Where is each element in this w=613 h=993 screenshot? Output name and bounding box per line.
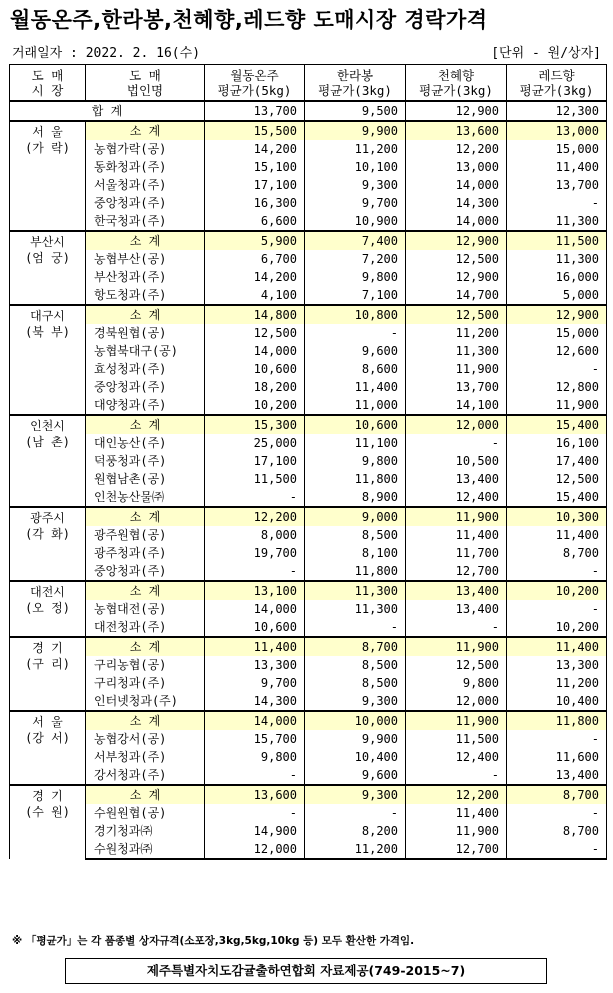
price-cell: 8,900: [305, 488, 406, 507]
price-cell: 14,200: [205, 268, 305, 286]
market-name: 경 기 (수 원): [10, 785, 86, 859]
price-cell: 11,900: [406, 637, 507, 656]
price-cell: 11,500: [406, 730, 507, 748]
corp-name: 중앙청과(주): [86, 562, 205, 581]
price-cell: 11,200: [305, 140, 406, 158]
price-cell: 9,300: [305, 785, 406, 804]
price-cell: 16,000: [507, 268, 607, 286]
corp-name: 한국청과(주): [86, 212, 205, 231]
total-value: 9,500: [305, 101, 406, 121]
market-name: 인천시 (남 촌): [10, 415, 86, 507]
price-cell: 8,000: [205, 526, 305, 544]
market-name: 광주시 (각 화): [10, 507, 86, 581]
corp-name: 대인농산(주): [86, 434, 205, 452]
corp-name: 농협가락(공): [86, 140, 205, 158]
price-cell: 12,600: [507, 342, 607, 360]
market-name: 서 울 (강 서): [10, 711, 86, 785]
price-cell: -: [305, 618, 406, 637]
price-cell: 14,100: [406, 396, 507, 415]
corp-name: 광주원협(공): [86, 526, 205, 544]
price-cell: 10,400: [305, 748, 406, 766]
price-cell: 14,900: [205, 822, 305, 840]
subtotal-label: 소 계: [86, 305, 205, 324]
price-cell: 14,200: [205, 140, 305, 158]
corp-name: 구리청과(주): [86, 674, 205, 692]
price-cell: 10,200: [205, 396, 305, 415]
header-winter-mandarin: 월동온주 평균가(5kg): [205, 65, 305, 102]
table-row: [10, 324, 607, 342]
price-cell: 15,400: [507, 415, 607, 434]
price-cell: 15,500: [205, 121, 305, 140]
price-cell: -: [205, 562, 305, 581]
price-cell: 12,800: [507, 378, 607, 396]
price-cell: 11,800: [507, 711, 607, 730]
price-cell: 14,000: [406, 212, 507, 231]
price-cell: -: [507, 562, 607, 581]
price-table: [9, 64, 607, 860]
corp-name: 덕풍청과(주): [86, 452, 205, 470]
header-market: 도 매 시 장: [10, 65, 86, 102]
price-cell: 6,700: [205, 250, 305, 268]
table-row: [10, 140, 607, 158]
subtotal-label: 소 계: [86, 121, 205, 140]
price-cell: 11,400: [507, 637, 607, 656]
price-cell: 12,000: [406, 415, 507, 434]
price-cell: 7,400: [305, 231, 406, 250]
price-cell: 9,700: [205, 674, 305, 692]
subtotal-label: 소 계: [86, 507, 205, 526]
price-cell: 13,700: [406, 378, 507, 396]
price-cell: 9,900: [305, 730, 406, 748]
price-cell: 10,300: [507, 507, 607, 526]
price-cell: 13,000: [507, 121, 607, 140]
footnote: ※ 「평균가」는 각 품종별 상자규격(소포장,3kg,5kg,10kg 등) 모두 환산한 가격임.: [12, 935, 415, 947]
price-cell: 10,600: [205, 618, 305, 637]
price-cell: 11,300: [507, 212, 607, 231]
table-row: [10, 674, 607, 692]
price-cell: 15,000: [507, 140, 607, 158]
corp-name: 광주청과(주): [86, 544, 205, 562]
price-cell: 11,200: [507, 674, 607, 692]
market-name: 서 울 (가 락): [10, 121, 86, 231]
price-cell: 12,000: [406, 692, 507, 711]
price-cell: 10,800: [305, 305, 406, 324]
unit-label: [단위 - 원/상자]: [491, 46, 601, 61]
table-row: [10, 342, 607, 360]
price-cell: 8,500: [305, 674, 406, 692]
price-cell: -: [406, 434, 507, 452]
price-cell: 11,400: [507, 526, 607, 544]
total-value: 12,900: [406, 101, 507, 121]
price-cell: 11,800: [305, 562, 406, 581]
price-cell: -: [305, 804, 406, 822]
subtotal-row: [10, 507, 607, 526]
price-cell: 16,300: [205, 194, 305, 212]
table-row: [10, 840, 607, 859]
price-cell: 13,400: [507, 766, 607, 785]
corp-name: 원협남촌(공): [86, 470, 205, 488]
price-cell: 11,900: [406, 360, 507, 378]
subtotal-row: [10, 121, 607, 140]
table-row: [10, 212, 607, 231]
price-cell: 13,400: [406, 600, 507, 618]
price-cell: 9,800: [205, 748, 305, 766]
price-cell: 9,800: [305, 268, 406, 286]
price-cell: 7,100: [305, 286, 406, 305]
table-row: [10, 396, 607, 415]
price-cell: 14,000: [406, 176, 507, 194]
price-cell: 17,400: [507, 452, 607, 470]
price-cell: 8,600: [305, 360, 406, 378]
market-name: 경 기 (구 리): [10, 637, 86, 711]
price-cell: 8,700: [507, 785, 607, 804]
price-cell: 10,900: [305, 212, 406, 231]
price-cell: 11,300: [305, 600, 406, 618]
price-cell: 14,800: [205, 305, 305, 324]
price-cell: 8,700: [507, 822, 607, 840]
table-row: [10, 526, 607, 544]
corp-name: 부산청과(주): [86, 268, 205, 286]
price-cell: 13,600: [406, 121, 507, 140]
price-cell: 10,000: [305, 711, 406, 730]
price-cell: 13,300: [507, 656, 607, 674]
price-cell: -: [205, 488, 305, 507]
price-cell: 9,300: [305, 692, 406, 711]
table-row: [10, 176, 607, 194]
price-cell: 14,700: [406, 286, 507, 305]
price-cell: 4,100: [205, 286, 305, 305]
corp-name: 수원청과㈜: [86, 840, 205, 859]
subtotal-label: 소 계: [86, 415, 205, 434]
price-cell: 12,700: [406, 562, 507, 581]
source-box: 제주특별자치도감귤출하연합회 자료제공(749-2015~7): [65, 958, 547, 984]
price-cell: -: [406, 618, 507, 637]
price-cell: 8,700: [305, 637, 406, 656]
price-cell: 11,700: [406, 544, 507, 562]
total-value: 12,300: [507, 101, 607, 121]
price-cell: 15,100: [205, 158, 305, 176]
corp-name: 경북원협(공): [86, 324, 205, 342]
price-cell: 9,800: [406, 674, 507, 692]
corp-name: 인터넷청과(주): [86, 692, 205, 711]
price-cell: 11,000: [305, 396, 406, 415]
price-cell: 11,400: [406, 526, 507, 544]
table-row: [10, 488, 607, 507]
price-cell: 11,900: [507, 396, 607, 415]
price-cell: 10,400: [507, 692, 607, 711]
price-cell: -: [205, 804, 305, 822]
header-row: [10, 65, 607, 102]
header-hallabong: 한라봉 평균가(3kg): [305, 65, 406, 102]
price-cell: 11,300: [305, 581, 406, 600]
price-cell: 7,200: [305, 250, 406, 268]
table-row: [10, 452, 607, 470]
price-cell: 9,900: [305, 121, 406, 140]
price-cell: 14,300: [205, 692, 305, 711]
price-cell: -: [507, 730, 607, 748]
header-redhyang: 레드향 평균가(3kg): [507, 65, 607, 102]
table-row: [10, 748, 607, 766]
price-cell: 11,400: [406, 804, 507, 822]
price-cell: 17,100: [205, 452, 305, 470]
table-row: [10, 470, 607, 488]
price-cell: 12,200: [406, 140, 507, 158]
price-cell: 10,500: [406, 452, 507, 470]
price-cell: 12,400: [406, 488, 507, 507]
price-cell: 10,600: [305, 415, 406, 434]
price-cell: 11,500: [507, 231, 607, 250]
price-cell: 12,200: [205, 507, 305, 526]
price-cell: 8,500: [305, 656, 406, 674]
price-cell: -: [305, 324, 406, 342]
price-cell: 8,700: [507, 544, 607, 562]
total-row: [10, 101, 607, 121]
price-cell: 12,900: [406, 231, 507, 250]
corp-name: 서부청과(주): [86, 748, 205, 766]
price-cell: 9,800: [305, 452, 406, 470]
subtotal-label: 소 계: [86, 581, 205, 600]
price-cell: 12,900: [406, 268, 507, 286]
price-cell: 11,400: [205, 637, 305, 656]
price-cell: 11,300: [507, 250, 607, 268]
subtotal-label: 소 계: [86, 785, 205, 804]
price-cell: 12,500: [507, 470, 607, 488]
table-row: [10, 730, 607, 748]
table-row: [10, 544, 607, 562]
corp-name: 농협북대구(공): [86, 342, 205, 360]
price-cell: -: [507, 840, 607, 859]
price-cell: 17,100: [205, 176, 305, 194]
price-cell: 11,100: [305, 434, 406, 452]
corp-name: 서울청과(주): [86, 176, 205, 194]
market-name: 대구시 (북 부): [10, 305, 86, 415]
price-cell: 9,600: [305, 342, 406, 360]
table-row: [10, 618, 607, 637]
price-cell: 11,300: [406, 342, 507, 360]
corp-name: 농협강서(공): [86, 730, 205, 748]
price-cell: 10,100: [305, 158, 406, 176]
price-cell: 11,900: [406, 507, 507, 526]
price-cell: 15,300: [205, 415, 305, 434]
table-row: [10, 434, 607, 452]
price-cell: -: [507, 600, 607, 618]
corp-name: 구리농협(공): [86, 656, 205, 674]
price-cell: -: [406, 766, 507, 785]
price-cell: -: [507, 194, 607, 212]
price-cell: 14,300: [406, 194, 507, 212]
table-row: [10, 286, 607, 305]
price-cell: 10,200: [507, 581, 607, 600]
price-cell: 16,100: [507, 434, 607, 452]
subtotal-label: 소 계: [86, 637, 205, 656]
price-cell: 11,900: [406, 711, 507, 730]
subtotal-label: 소 계: [86, 711, 205, 730]
market-name: 부산시 (엄 궁): [10, 231, 86, 305]
price-cell: 10,600: [205, 360, 305, 378]
price-cell: 13,400: [406, 581, 507, 600]
subtotal-row: [10, 711, 607, 730]
table-row: [10, 194, 607, 212]
price-cell: 8,200: [305, 822, 406, 840]
corp-name: 수원원협(공): [86, 804, 205, 822]
price-cell: 12,500: [406, 250, 507, 268]
price-cell: 12,000: [205, 840, 305, 859]
table-row: [10, 822, 607, 840]
price-cell: 14,000: [205, 342, 305, 360]
table-row: [10, 158, 607, 176]
price-cell: 13,700: [507, 176, 607, 194]
price-cell: 10,200: [507, 618, 607, 637]
subtotal-row: [10, 305, 607, 324]
price-cell: 11,400: [305, 378, 406, 396]
subtotal-row: [10, 637, 607, 656]
price-cell: 13,600: [205, 785, 305, 804]
price-cell: 25,000: [205, 434, 305, 452]
price-cell: 12,700: [406, 840, 507, 859]
price-cell: 11,400: [507, 158, 607, 176]
price-cell: 14,000: [205, 600, 305, 618]
price-cell: 9,000: [305, 507, 406, 526]
table-row: [10, 562, 607, 581]
price-cell: 19,700: [205, 544, 305, 562]
price-cell: 9,700: [305, 194, 406, 212]
subtotal-row: [10, 415, 607, 434]
table-row: [10, 268, 607, 286]
price-cell: -: [507, 804, 607, 822]
corp-name: 대양청과(주): [86, 396, 205, 415]
header-corp: 도 매 법인명: [86, 65, 205, 102]
table-row: [10, 360, 607, 378]
subtotal-row: [10, 231, 607, 250]
price-cell: 8,100: [305, 544, 406, 562]
price-cell: 15,400: [507, 488, 607, 507]
page-title: 월동온주,한라봉,천혜향,레드향 도매시장 경락가격: [10, 8, 488, 32]
price-cell: 9,600: [305, 766, 406, 785]
corp-name: 농협부산(공): [86, 250, 205, 268]
price-cell: -: [507, 360, 607, 378]
subtotal-row: [10, 785, 607, 804]
price-cell: 11,500: [205, 470, 305, 488]
price-cell: 13,400: [406, 470, 507, 488]
total-label: 합 계: [10, 101, 205, 121]
price-cell: 5,900: [205, 231, 305, 250]
table-row: [10, 250, 607, 268]
price-cell: 11,200: [406, 324, 507, 342]
corp-name: 항도청과(주): [86, 286, 205, 305]
corp-name: 농협대전(공): [86, 600, 205, 618]
price-cell: 12,200: [406, 785, 507, 804]
price-cell: 13,000: [406, 158, 507, 176]
price-cell: 6,600: [205, 212, 305, 231]
corp-name: 중앙청과(주): [86, 194, 205, 212]
table-row: [10, 378, 607, 396]
header-cheonhyehyang: 천혜향 평균가(3kg): [406, 65, 507, 102]
price-cell: -: [205, 766, 305, 785]
table-row: [10, 656, 607, 674]
price-cell: 14,000: [205, 711, 305, 730]
price-cell: 12,500: [205, 324, 305, 342]
corp-name: 인천농산물㈜: [86, 488, 205, 507]
price-cell: 11,200: [305, 840, 406, 859]
price-cell: 11,600: [507, 748, 607, 766]
corp-name: 동화청과(주): [86, 158, 205, 176]
market-name: 대전시 (오 정): [10, 581, 86, 637]
price-cell: 12,500: [406, 305, 507, 324]
table-row: [10, 804, 607, 822]
trade-date: 거래일자 : 2022. 2. 16(수): [12, 46, 201, 61]
price-cell: 9,300: [305, 176, 406, 194]
table-row: [10, 692, 607, 711]
price-cell: 18,200: [205, 378, 305, 396]
corp-name: 대전청과(주): [86, 618, 205, 637]
table-row: [10, 600, 607, 618]
price-cell: 13,100: [205, 581, 305, 600]
corp-name: 중앙청과(주): [86, 378, 205, 396]
table-row: [10, 766, 607, 785]
price-cell: 15,000: [507, 324, 607, 342]
price-cell: 15,700: [205, 730, 305, 748]
price-cell: 12,400: [406, 748, 507, 766]
corp-name: 효성청과(주): [86, 360, 205, 378]
price-cell: 12,900: [507, 305, 607, 324]
subtotal-label: 소 계: [86, 231, 205, 250]
price-cell: 13,300: [205, 656, 305, 674]
price-cell: 11,900: [406, 822, 507, 840]
corp-name: 강서청과(주): [86, 766, 205, 785]
price-cell: 11,800: [305, 470, 406, 488]
price-cell: 8,500: [305, 526, 406, 544]
total-value: 13,700: [205, 101, 305, 121]
price-cell: 5,000: [507, 286, 607, 305]
subtotal-row: [10, 581, 607, 600]
price-cell: 12,500: [406, 656, 507, 674]
corp-name: 경기청과㈜: [86, 822, 205, 840]
